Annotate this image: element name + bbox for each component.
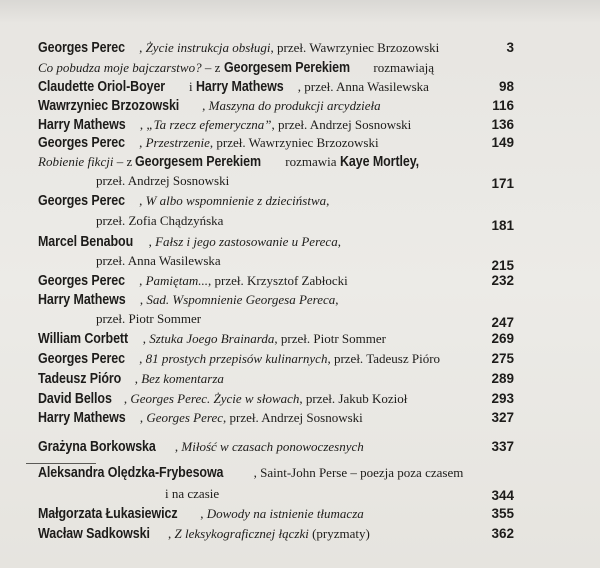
separator-text: , xyxy=(139,135,146,150)
translator-text: , przeł. Tadeusz Pióro xyxy=(327,351,441,366)
section-divider xyxy=(26,463,96,464)
author-name: Claudette Oriol-Boyer xyxy=(38,79,166,95)
work-title: „Ta rzecz efemeryczna” xyxy=(146,117,272,132)
interviewee-name: Georgesem Perekiem xyxy=(135,154,262,170)
page-number: 136 xyxy=(491,117,514,132)
interviewee-name: Georgesem Perekiem xyxy=(223,60,350,76)
separator-text: , xyxy=(139,193,146,208)
author-name: Grażyna Borkowska xyxy=(38,439,156,455)
author-name: Harry Mathews xyxy=(38,410,126,426)
toc-entry xyxy=(0,152,600,171)
page-number: 355 xyxy=(491,506,514,521)
separator-text: przeł. Zofia Chądzyńska xyxy=(96,213,224,228)
translator-text: – z xyxy=(201,60,224,75)
separator-text: , xyxy=(174,439,182,454)
page-number: 362 xyxy=(491,526,514,541)
toc-entry xyxy=(0,408,600,427)
toc-entry xyxy=(0,58,600,77)
page-number: 3 xyxy=(506,40,514,55)
interviewee-name: Harry Mathews xyxy=(195,79,284,95)
page-number: 247 xyxy=(491,315,514,330)
interviewer-name: Kaye Mortley, xyxy=(339,154,419,170)
toc-entry xyxy=(0,133,600,152)
toc-entry xyxy=(0,251,600,273)
toc-entry xyxy=(0,349,600,368)
connector-text: , przeł. Anna Wasilewska xyxy=(297,79,429,94)
work-title: Bez komentarza xyxy=(141,371,224,386)
page-number: 344 xyxy=(491,488,514,503)
work-title: Robienie fikcji xyxy=(38,154,114,169)
work-title: Georges Perec. Życie w słowach xyxy=(130,391,300,406)
separator-text: , xyxy=(139,410,147,425)
separator-text: , xyxy=(139,117,147,132)
translator-text: , przeł. Wawrzyniec Brzozowski xyxy=(270,40,440,55)
translator-text: , xyxy=(326,193,330,208)
work-title: Pamiętam... xyxy=(145,273,209,288)
toc-entry xyxy=(0,504,600,523)
work-title: Georges Perec xyxy=(146,410,224,425)
separator-text: , Saint-John Perse – poezja poza czasem xyxy=(253,465,464,480)
author-name: Georges Perec xyxy=(38,40,125,56)
separator-text: , xyxy=(134,371,142,386)
separator-text: , xyxy=(200,506,207,521)
connector-text: rozmawiają xyxy=(370,60,435,75)
separator-text: , xyxy=(139,273,146,288)
toc-entry xyxy=(0,271,600,290)
toc-entry xyxy=(0,329,600,348)
author-name: Wawrzyniec Brzozowski xyxy=(38,98,180,114)
toc-entry xyxy=(0,309,600,328)
author-name: Georges Perec xyxy=(38,273,125,289)
page-number: 289 xyxy=(491,371,514,386)
toc-entry xyxy=(0,524,600,543)
separator-text: , xyxy=(168,526,175,541)
page-number: 181 xyxy=(491,218,514,233)
translator-text: , xyxy=(335,292,339,307)
page-number: 98 xyxy=(498,79,514,94)
work-title: Przestrzenie xyxy=(145,135,210,150)
page-number: 149 xyxy=(491,135,514,150)
toc-entry xyxy=(0,77,600,96)
page-number: 327 xyxy=(491,410,514,425)
page-number: 116 xyxy=(492,98,514,113)
work-title: 81 prostych przepisów kulinarnych xyxy=(145,351,328,366)
author-name: Małgorzata Łukasiewicz xyxy=(38,506,178,522)
separator-text: i xyxy=(185,79,196,94)
work-title: Sztuka Joego Brainarda xyxy=(149,331,275,346)
work-title: Co pobudza moje bajczarstwo? xyxy=(38,60,202,75)
separator-text: i na czasie xyxy=(165,486,220,501)
separator-text: przeł. Andrzej Sosnowski xyxy=(96,173,230,188)
translator-text: , przeł. Andrzej Sosnowski xyxy=(271,117,412,132)
translator-text: , przeł. Jakub Kozioł xyxy=(299,391,408,406)
translator-text: (pryzmaty) xyxy=(308,526,370,541)
toc-entry xyxy=(0,389,600,408)
page-top-shadow xyxy=(0,0,600,22)
author-name: Georges Perec xyxy=(38,135,125,151)
toc-entry xyxy=(0,38,600,57)
work-title: Sad. Wspomnienie Georgesa Pereca xyxy=(146,292,336,307)
connector-text: rozmawia xyxy=(282,154,340,169)
author-name: Wacław Sadkowski xyxy=(38,526,150,542)
separator-text: , xyxy=(202,98,209,113)
translator-text: , przeł. Wawrzyniec Brzozowski xyxy=(209,135,379,150)
page-number: 337 xyxy=(491,439,514,454)
author-name: William Corbett xyxy=(38,331,129,347)
page-number: 293 xyxy=(491,391,514,406)
separator-text: , xyxy=(142,331,150,346)
author-name: Aleksandra Olędzka-Frybesowa xyxy=(38,465,224,481)
author-name: David Bellos xyxy=(38,391,112,407)
author-name: Harry Mathews xyxy=(38,292,126,308)
separator-text: , xyxy=(148,234,156,249)
toc-entry xyxy=(0,96,600,115)
page-number: 269 xyxy=(491,331,514,346)
toc-entry xyxy=(0,463,600,482)
work-title: W albo wspomnienie z dzieciństwa xyxy=(145,193,327,208)
translator-text: , xyxy=(337,234,341,249)
work-title: Maszyna do produkcji arcydzieła xyxy=(208,98,381,113)
separator-text: , xyxy=(139,40,146,55)
author-name: Marcel Benabou xyxy=(38,234,134,250)
toc-entry xyxy=(0,232,600,251)
work-title: Z leksykograficznej łączki xyxy=(174,526,309,541)
toc-entry xyxy=(0,211,600,233)
author-name: Tadeusz Pióro xyxy=(38,371,122,387)
work-title: Dowody na istnienie tłumacza xyxy=(206,506,364,521)
page-number: 232 xyxy=(491,273,514,288)
page-number: 275 xyxy=(491,351,514,366)
toc-entry xyxy=(0,290,600,309)
toc-entry xyxy=(0,171,600,190)
toc-entry xyxy=(0,484,600,503)
work-title: Fałsz i jego zastosowanie u Pereca xyxy=(155,234,338,249)
toc-entry xyxy=(0,437,600,456)
translator-text: , przeł. Piotr Sommer xyxy=(274,331,386,346)
separator-text: , xyxy=(139,351,146,366)
work-title: Życie instrukcja obsługi xyxy=(145,40,271,55)
page-number: 215 xyxy=(491,258,514,273)
author-name: Georges Perec xyxy=(38,193,125,209)
author-name: Harry Mathews xyxy=(38,117,126,133)
toc-entry xyxy=(0,115,600,134)
translator-text: , przeł. Krzysztof Zabłocki xyxy=(208,273,348,288)
author-name: Georges Perec xyxy=(38,351,125,367)
separator-text: przeł. Anna Wasilewska xyxy=(96,253,221,268)
work-title: Miłość w czasach ponowoczesnych xyxy=(181,439,364,454)
translator-text: , przeł. Andrzej Sosnowski xyxy=(223,410,363,425)
page-number: 171 xyxy=(491,176,514,191)
separator-text: , xyxy=(123,391,131,406)
toc-entry xyxy=(0,369,600,388)
separator-text: przeł. Piotr Sommer xyxy=(96,311,202,326)
toc-entry xyxy=(0,191,600,210)
translator-text: – z xyxy=(113,154,136,169)
separator-text: , xyxy=(139,292,147,307)
